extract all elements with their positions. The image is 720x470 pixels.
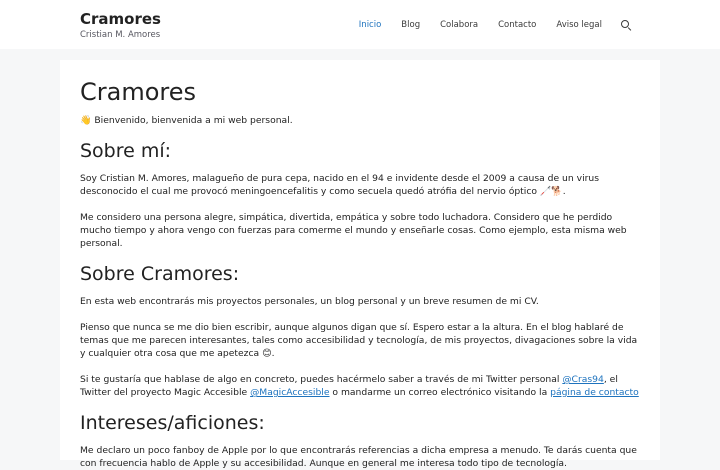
site-tagline: Cristian M. Amores xyxy=(80,30,161,40)
site-header xyxy=(0,0,720,49)
brand xyxy=(80,10,161,41)
twitter-magicaccesible-link[interactable]: @MagicAccesible xyxy=(250,387,330,398)
cramores-paragraph-2: Pienso que nunca se me dio bien escribir, aunque algunos digan que sí. Espero estar a la altura. En el blog hablaré de temas que me parecen interesantes, tales como accesibilidad y tecnología, de mis proyectos, divagaciones sobre la vida y cualquier otra cosa que me apetezca 😊. xyxy=(80,322,638,359)
cramores-paragraph-1: En esta web encontrarás mis proyectos personales, un blog personal y un breve resumen de mi CV. xyxy=(80,296,539,307)
about-paragraph-1: Soy Cristian M. Amores, malagueño de pura cepa, nacido en el 94 e invidente desde el 2009 a causa de un virus desconocido el cual me provocó meningoencefalitis y como secuela quedó atrófia del nervio óptico 🦯🐕. xyxy=(80,173,600,197)
nav-item-blog[interactable]: Blog xyxy=(401,19,421,30)
section-heading-intereses: Intereses/aficiones: xyxy=(80,412,265,434)
contact-text-c: o mandarme un correo electrónico visitando la xyxy=(329,387,551,398)
site-title-link[interactable]: Cramores xyxy=(80,10,161,28)
nav-item-inicio[interactable]: Inicio xyxy=(358,19,382,30)
welcome-text: 👋 Bienvenido, bienvenida a mi web personal. xyxy=(80,115,293,126)
page-title: Cramores xyxy=(80,78,197,106)
interests-paragraph-1: Me declaro un poco fanboy de Apple por lo que encontrarás referencias a dicha empresa a menudo. Te darás cuenta que con frecuencia hablo de Apple y su accesibilidad. Aunque en general me interesa todo tipo de tecnología. xyxy=(80,445,637,469)
contact-text-b: , el Twitter del proyecto Magic Accesible xyxy=(80,374,618,398)
main-content xyxy=(60,60,660,469)
section-heading-sobre-cramores: Sobre Cramores: xyxy=(80,263,240,285)
section-heading-sobre-mi: Sobre mí: xyxy=(80,140,172,162)
nav-item-colabora[interactable]: Colabora xyxy=(440,19,479,30)
about-paragraph-2: Me considero una persona alegre, simpática, divertida, empática y sobre todo luchadora. Considero que he perdido mucho tiempo y ahora vengo con fuerzas para comerme el mundo y enseñarle cosas. Como ejemplo, esta misma web personal. xyxy=(80,212,627,249)
main-nav xyxy=(339,0,632,49)
nav-item-aviso-legal[interactable]: Aviso legal xyxy=(556,19,602,30)
contact-page-link[interactable]: página de contacto xyxy=(550,387,639,398)
cramores-paragraph-3 xyxy=(80,373,640,399)
contact-text-a: Si te gustaría que hablase de algo en concreto, puedes hacérmelo saber a través de mi Twitter personal xyxy=(80,374,563,385)
search-icon[interactable] xyxy=(620,19,632,31)
nav-item-contacto[interactable]: Contacto xyxy=(498,19,537,30)
twitter-cras94-link[interactable]: @Cras94 xyxy=(562,374,604,385)
